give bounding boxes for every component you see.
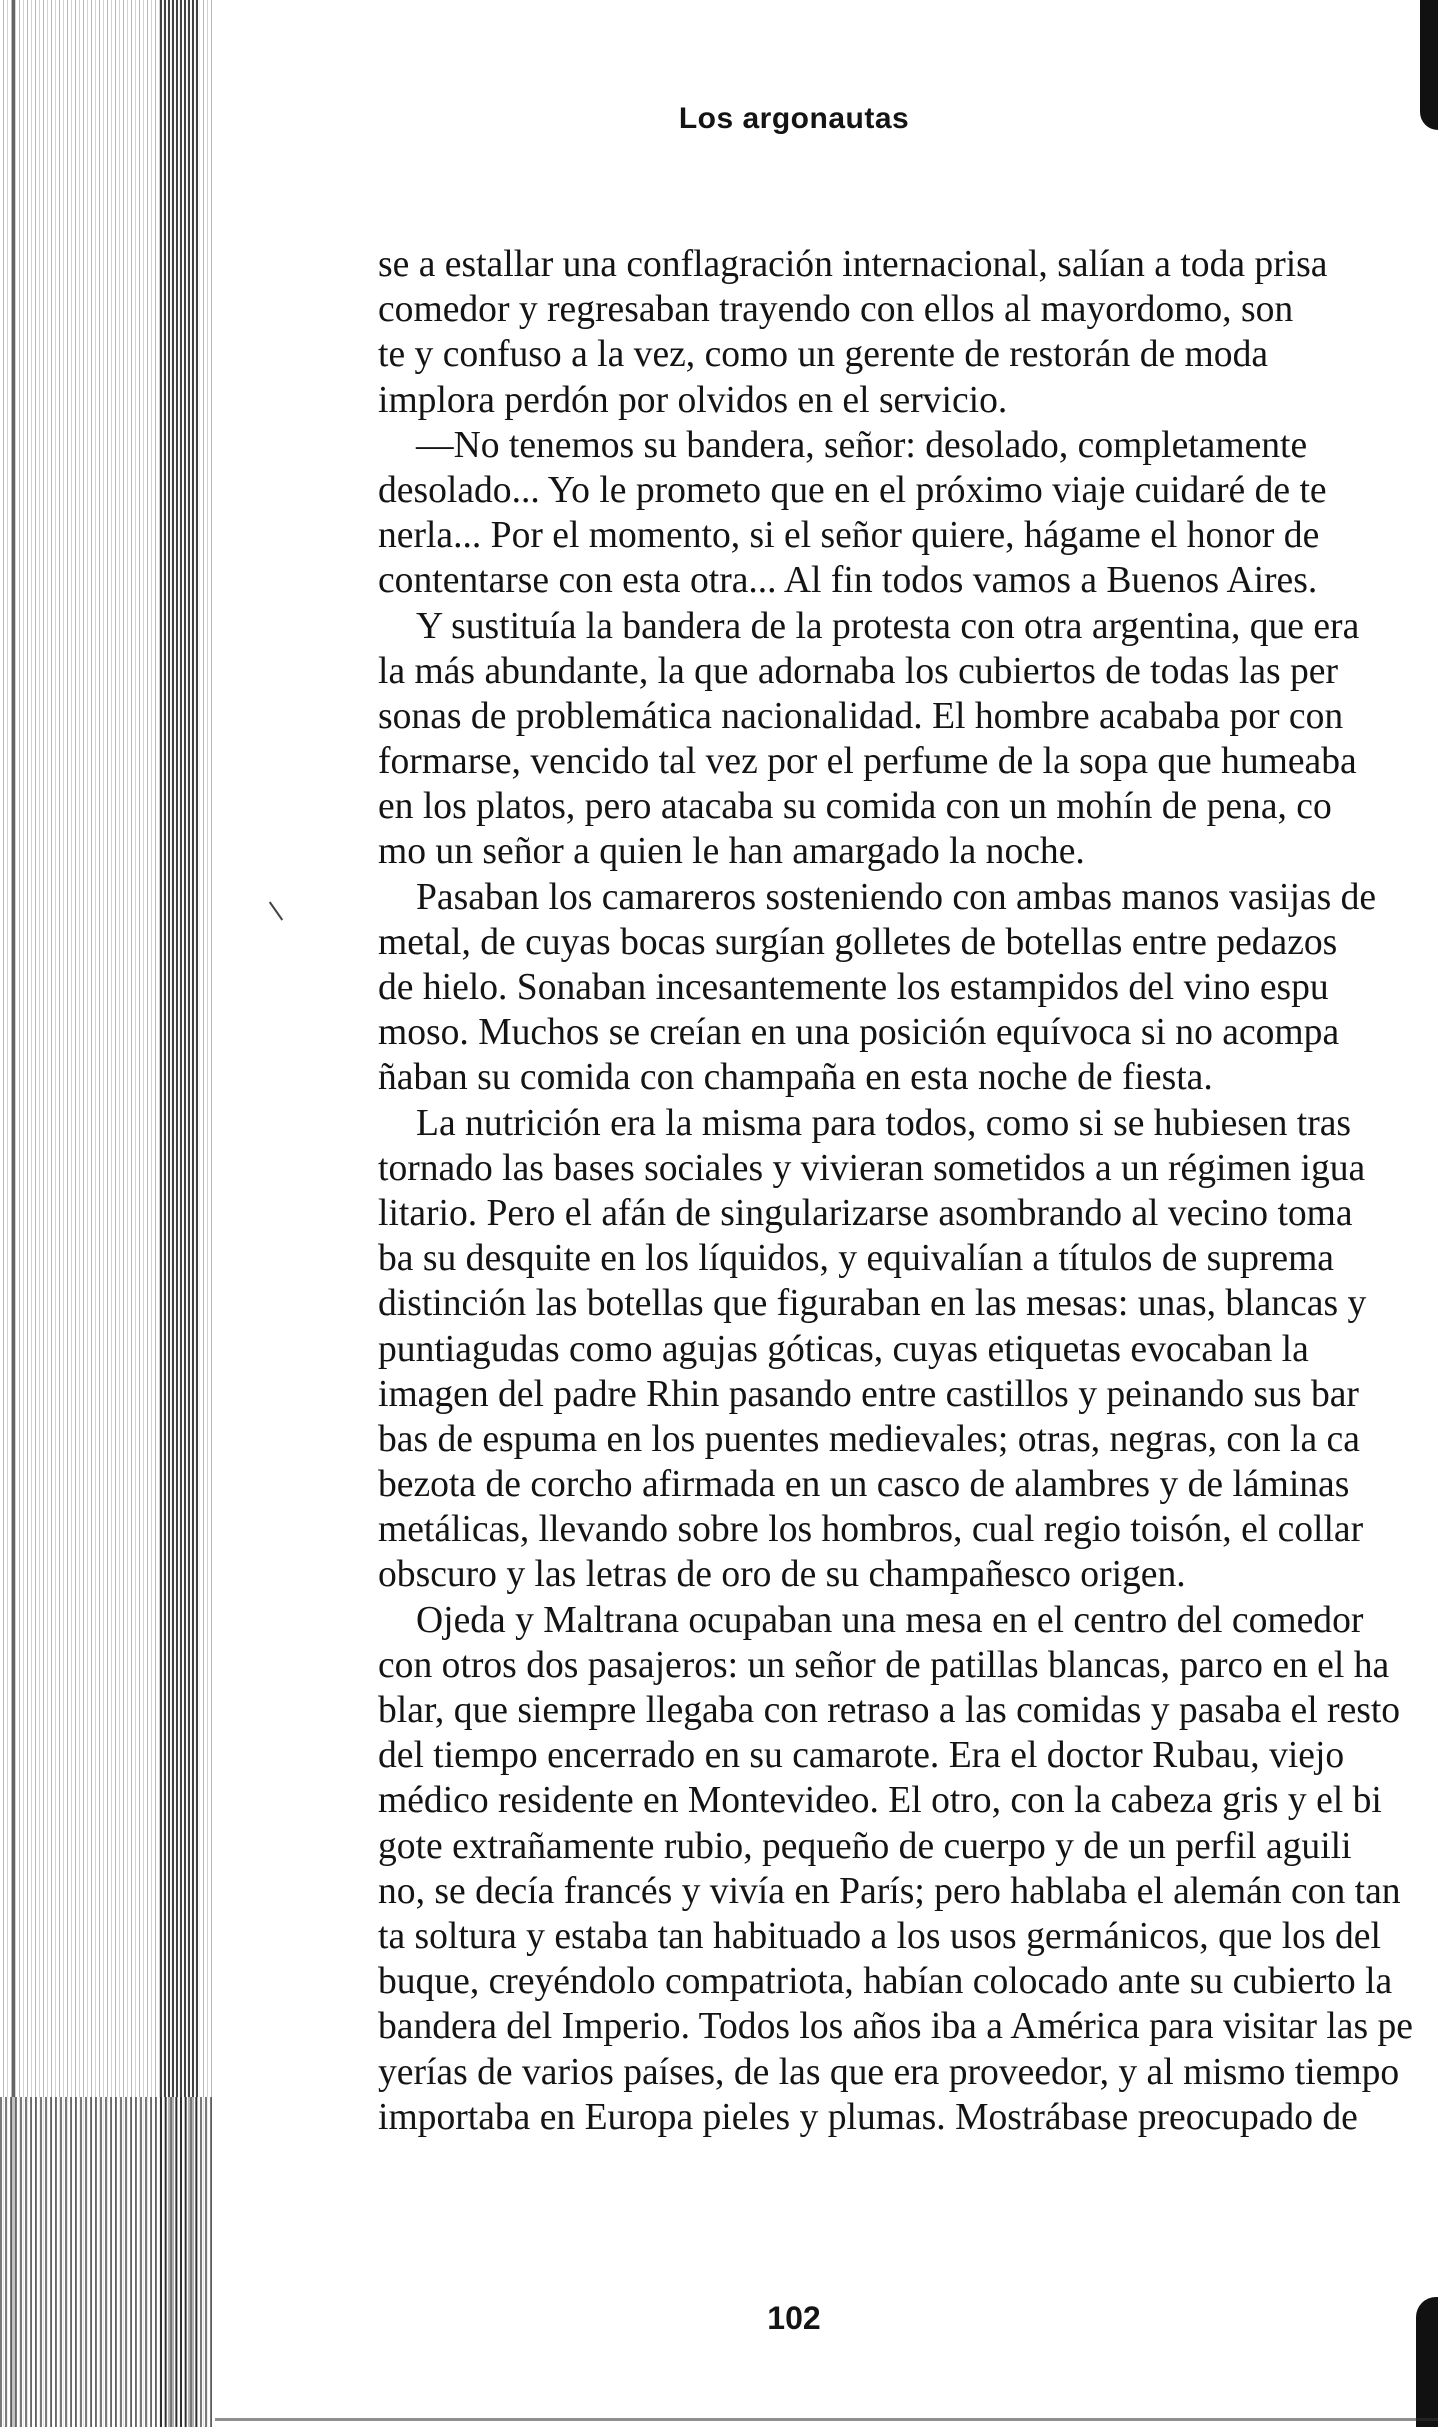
text-line: mo un señor a quien le han amargado la noche. <box>378 831 1085 873</box>
text-line: gote extrañamente rubio, pequeño de cuerpo y de un perfil aguili <box>378 1825 1352 1867</box>
binding-shadow <box>160 0 200 2427</box>
text-line: ta soltura y estaba tan habituado a los usos germánicos, que los del <box>378 1915 1381 1957</box>
text-line: no, se decía francés y vivía en París; pero hablaba el alemán con tan <box>378 1870 1401 1912</box>
text-line: Ojeda y Maltrana ocupaban una mesa en el centro del comedor <box>416 1599 1364 1641</box>
text-line: puntiagudas como agujas góticas, cuyas etiquetas evocaban la <box>378 1328 1309 1370</box>
text-line: Pasaban los camareros sosteniendo con ambas manos vasijas de <box>416 876 1377 918</box>
text-line: bas de espuma en los puentes medievales; otras, negras, con la ca <box>378 1418 1360 1460</box>
text-line: te y confuso a la vez, como un gerente de restorán de moda <box>378 334 1269 376</box>
text-line: blar, que siempre llegaba con retraso a las comidas y pasaba el resto <box>378 1690 1401 1731</box>
text-line: ñaban su comida con champaña en esta noche de fiesta. <box>378 1057 1213 1099</box>
text-line: desolado... Yo le prometo que en el próximo viaje cuidaré de te <box>378 469 1327 511</box>
text-line: en los platos, pero atacaba su comida con un mohín de pena, co <box>378 786 1332 828</box>
text-line: tornado las bases sociales y vivieran sometidos a un régimen igua <box>378 1147 1366 1189</box>
page-edge-line <box>12 0 15 2427</box>
text-line: buque, creyéndolo compatriota, habían colocado ante su cubierto la <box>378 1961 1393 2003</box>
text-line: la más abundante, la que adornaba los cubiertos de todas las per <box>378 650 1339 692</box>
text-line: bandera del Imperio. Todos los años iba a América para visitar las pe <box>378 2006 1413 2048</box>
binding-foot-shadow <box>0 2097 215 2427</box>
text-line: contentarse con esta otra... Al fin todos vamos a Buenos Aires. <box>378 560 1318 602</box>
text-line: ba su desquite en los líquidos, y equivalían a títulos de suprema <box>378 1238 1334 1280</box>
text-line: se a estallar una conflagración internacional, salían a toda prisa <box>378 244 1328 285</box>
text-line: moso. Muchos se creían en una posición equívoca si no acompa <box>378 1012 1340 1054</box>
text-line: —No tenemos su bandera, señor: desolado, completamente <box>416 424 1308 466</box>
text-line: de hielo. Sonaban incesantemente los estampidos del vino espu <box>378 967 1329 1008</box>
text-line: médico residente en Montevideo. El otro, con la cabeza gris y el bi <box>378 1780 1382 1822</box>
scan-bottom-edge <box>215 2418 1438 2421</box>
page-number: 102 <box>767 2300 821 2336</box>
text-line: distinción las botellas que figuraban en las mesas: unas, blancas y <box>378 1283 1367 1325</box>
text-line: La nutrición era la misma para todos, como si se hubiesen tras <box>416 1102 1352 1144</box>
text-line: imagen del padre Rhin pasando entre castillos y peinando sus bar <box>378 1373 1359 1415</box>
text-line: formarse, vencido tal vez por el perfume de la sopa que humeaba <box>378 741 1357 783</box>
text-line: importaba en Europa pieles y plumas. Mostrábase preocupado de <box>378 2096 1358 2138</box>
text-line: bezota de corcho afirmada en un casco de alambres y de láminas <box>378 1464 1350 1506</box>
text-line: sonas de problemática nacionalidad. El hombre acababa por con <box>378 695 1344 737</box>
text-line: del tiempo encerrado en su camarote. Era el doctor Rubau, viejo <box>378 1735 1345 1777</box>
text-line: litario. Pero el afán de singularizarse asombrando al vecino toma <box>378 1192 1353 1234</box>
text-line: metálicas, llevando sobre los hombros, cual regio toisón, el collar <box>378 1509 1364 1551</box>
text-line: Y sustituía la bandera de la protesta con otra argentina, que era <box>416 605 1360 647</box>
running-head: Los argonautas <box>678 102 910 135</box>
text-line: implora perdón por olvidos en el servicio. <box>378 379 1008 421</box>
text-line: yerías de varios países, de las que era proveedor, y al mismo tiempo <box>378 2051 1400 2093</box>
stray-pencil-mark <box>269 901 283 920</box>
text-line: comedor y regresaban trayendo con ellos al mayordomo, son <box>378 289 1294 331</box>
text-line: obscuro y las letras de oro de su champañesco origen. <box>378 1554 1186 1596</box>
text-line: nerla... Por el momento, si el señor quiere, hágame el honor de <box>378 515 1320 557</box>
text-line: con otros dos pasajeros: un señor de patillas blancas, parco en el ha <box>378 1644 1390 1686</box>
body-text <box>378 242 1438 2140</box>
text-line: metal, de cuyas bocas surgían golletes de botellas entre pedazos <box>378 921 1338 963</box>
